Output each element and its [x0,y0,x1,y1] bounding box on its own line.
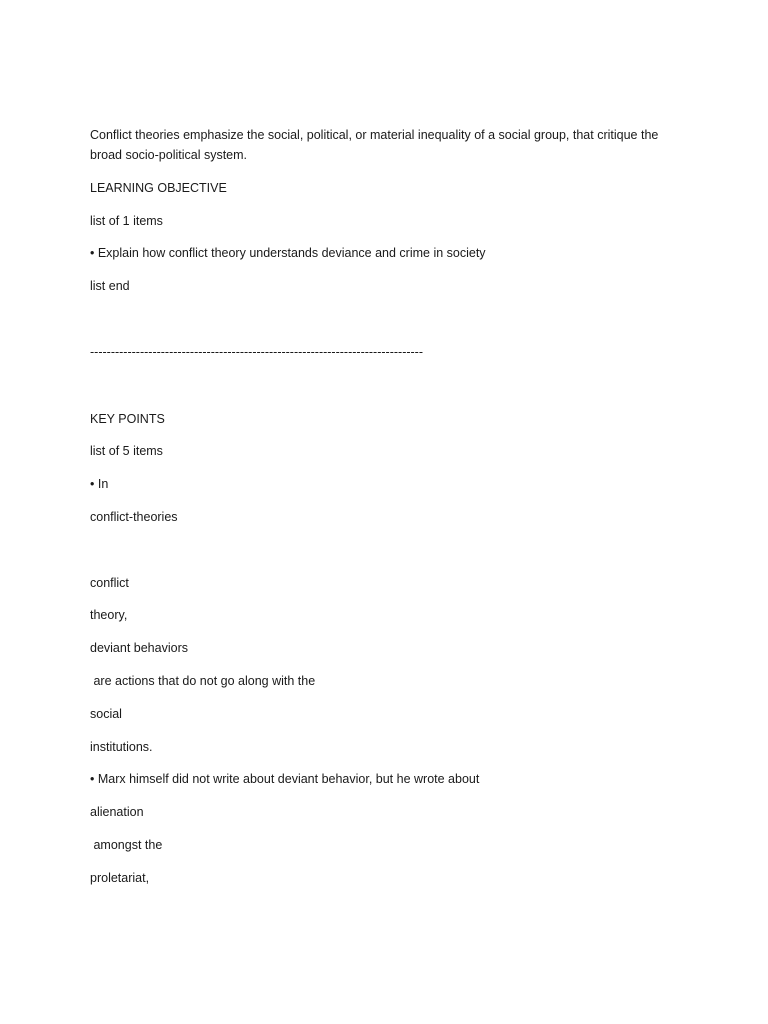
learning-objective-heading: LEARNING OBJECTIVE [90,181,227,195]
key-point-text: are actions that do not go along with the [90,674,316,688]
key-point-text: • Marx himself did not write about deviant behavior, but he wrote about [90,772,480,786]
list-label: list of 5 items [90,444,163,458]
key-point-text: institutions. [90,740,153,754]
intro-paragraph: Conflict theories emphasize the social, political, or material inequality of a social group, that critique the broad socio-political system. [90,128,659,162]
key-point-text: social [90,707,122,721]
key-point-text: conflict [90,576,129,590]
key-point-text: deviant behaviors [90,641,188,655]
key-point-text: • In [90,477,109,491]
divider-line: -------------------------------------------------------------------------------- [90,345,424,359]
key-points-heading: KEY POINTS [90,412,165,426]
key-point-text: alienation [90,805,144,819]
list-item: • Explain how conflict theory understands deviance and crime in society [90,246,486,260]
key-point-text: amongst the [90,838,163,852]
list-end-label: list end [90,279,130,293]
key-point-text: theory, [90,608,128,622]
key-point-text: proletariat, [90,871,150,885]
list-label: list of 1 items [90,214,163,228]
key-point-text: conflict-theories [90,510,178,524]
